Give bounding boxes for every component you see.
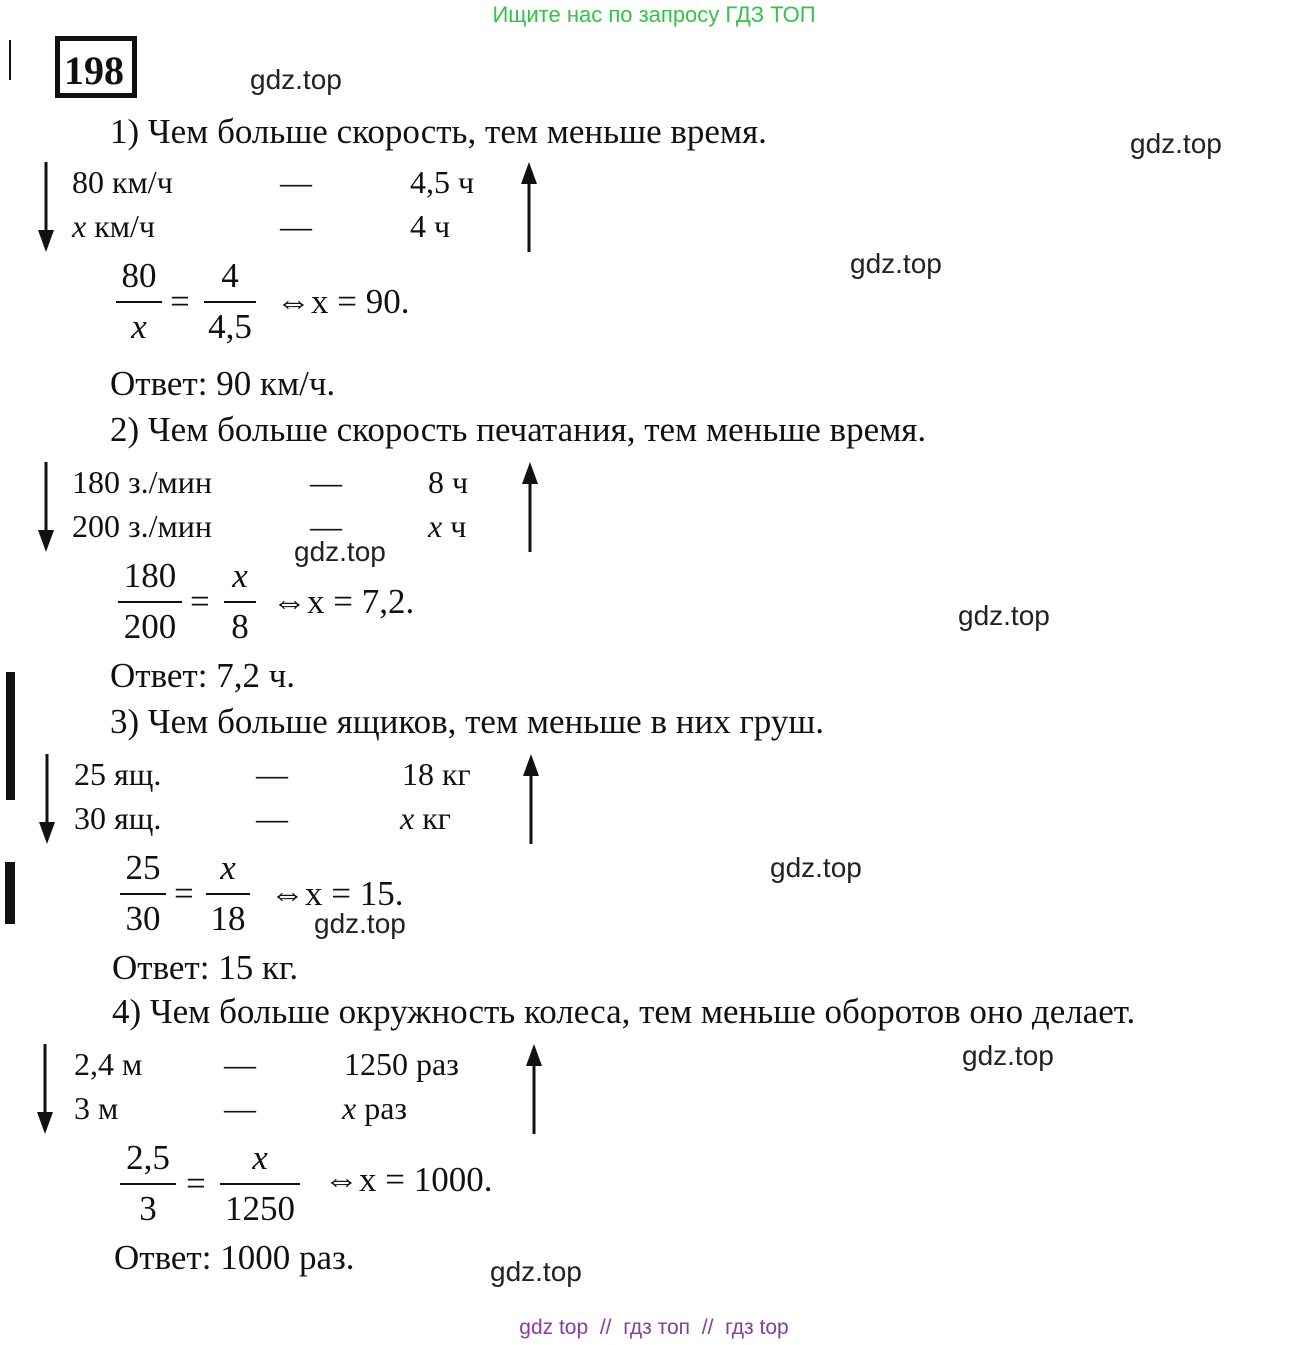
- part1-row2-right: 4 ч: [410, 208, 451, 244]
- part3-row2-dash: —: [256, 800, 288, 836]
- part4-result: ⇔x = 1000.: [324, 1160, 493, 1199]
- part4-fraction-right: [220, 1140, 300, 1226]
- part1-heading: 1) Чем больше скорость, тем меньше время.: [110, 112, 767, 151]
- fraction-numerator: 4: [221, 256, 239, 295]
- watermark: gdz.top: [850, 248, 942, 279]
- watermark: gdz.top: [958, 600, 1050, 631]
- problem-number-badge: [55, 36, 137, 98]
- part2-heading: 2) Чем больше скорость печатания, тем меньше время.: [110, 410, 927, 449]
- watermark: gdz.top: [962, 1040, 1054, 1071]
- part2-row2-right: x ч: [428, 508, 467, 544]
- part4-row1-left: 2,4 м: [74, 1046, 143, 1082]
- up-arrow-icon: [520, 460, 540, 554]
- part2-fraction-right: [224, 558, 256, 644]
- part2-row1-dash: —: [310, 464, 342, 500]
- fraction-denominator: 30: [125, 899, 161, 938]
- part3-heading: 3) Чем больше ящиков, тем меньше в них груш.: [110, 702, 825, 741]
- footer-separator: //: [701, 1316, 714, 1339]
- margin-mark: [9, 40, 11, 80]
- part2-row1-right: 8 ч: [428, 464, 469, 500]
- part4-fraction-left: [120, 1140, 176, 1226]
- part3-row1-left: 25 ящ.: [74, 756, 162, 792]
- up-arrow-icon: [521, 752, 541, 846]
- part1-row1-left: 80 км/ч: [72, 164, 173, 200]
- equals-sign: =: [186, 1164, 206, 1203]
- part2-answer: Ответ: 7,2 ч.: [110, 656, 296, 695]
- part3-result: ⇔x = 15.: [270, 874, 404, 913]
- part1-row1-right: 4,5 ч: [410, 164, 475, 200]
- fraction-numerator: x: [232, 556, 248, 595]
- fraction-denominator: 200: [123, 607, 177, 646]
- watermark: gdz.top: [1130, 128, 1222, 159]
- fraction-numerator: 2,5: [126, 1138, 170, 1177]
- down-arrow-icon: [36, 160, 56, 254]
- footer-link[interactable]: гдз top: [725, 1316, 789, 1339]
- fraction-numerator: 80: [121, 256, 157, 295]
- part3-row1-dash: —: [256, 756, 288, 792]
- fraction-denominator: 8: [231, 607, 249, 646]
- part3-row2-left: 30 ящ.: [74, 800, 162, 836]
- part4-heading: 4) Чем больше окружность колеса, тем меньше оборотов оно делает.: [112, 992, 1136, 1031]
- part1-fraction-left: [116, 258, 162, 344]
- part2-fraction-left: [118, 558, 182, 644]
- fraction-numerator: 180: [123, 556, 177, 595]
- part4-row2-dash: —: [224, 1090, 256, 1126]
- part1-result: ⇔x = 90.: [276, 282, 410, 321]
- fraction-numerator: 25: [125, 848, 161, 887]
- up-arrow-icon: [524, 1042, 544, 1136]
- part3-row2-right: x кг: [400, 800, 451, 836]
- part4-answer: Ответ: 1000 раз.: [114, 1238, 355, 1277]
- watermark: gdz.top: [490, 1256, 582, 1287]
- down-arrow-icon: [35, 1042, 55, 1136]
- part1-row2-left: x км/ч: [72, 208, 155, 244]
- part2-result: ⇔x = 7,2.: [272, 582, 415, 621]
- part3-fraction-right: [206, 850, 250, 936]
- part4-row1-dash: —: [224, 1046, 256, 1082]
- equals-sign: =: [190, 582, 210, 621]
- part2-row2-dash: —: [310, 508, 342, 544]
- part3-answer: Ответ: 15 кг.: [112, 948, 299, 987]
- fraction-numerator: x: [252, 1138, 268, 1177]
- watermark: gdz.top: [314, 908, 406, 939]
- part3-fraction-left: [120, 850, 166, 936]
- fraction-denominator: x: [131, 307, 147, 346]
- watermark: gdz.top: [770, 852, 862, 883]
- footer-links: [0, 1316, 1308, 1340]
- part1-answer: Ответ: 90 км/ч.: [110, 364, 336, 403]
- part4-row1-right: 1250 раз: [344, 1046, 459, 1082]
- footer-link[interactable]: гдз топ: [623, 1316, 691, 1339]
- down-arrow-icon: [37, 752, 57, 846]
- fraction-denominator: 18: [210, 899, 246, 938]
- part1-row1-dash: —: [280, 164, 312, 200]
- watermark: gdz.top: [294, 536, 386, 567]
- margin-mark: [6, 672, 15, 800]
- part3-row1-right: 18 кг: [402, 756, 471, 792]
- fraction-denominator: 4,5: [208, 307, 252, 346]
- equals-sign: =: [170, 282, 190, 321]
- part1-fraction-right: [204, 258, 256, 344]
- problem-number: 198: [64, 48, 124, 93]
- down-arrow-icon: [36, 460, 56, 554]
- part2-row1-left: 180 з./мин: [72, 464, 213, 500]
- footer-separator: //: [599, 1316, 612, 1339]
- fraction-denominator: 3: [139, 1189, 157, 1228]
- footer-link[interactable]: gdz top: [519, 1316, 589, 1339]
- fraction-numerator: x: [220, 848, 236, 887]
- part1-row2-dash: —: [280, 208, 312, 244]
- top-banner[interactable]: Ищите нас по запросу ГДЗ ТОП: [492, 2, 816, 27]
- equals-sign: =: [174, 874, 194, 913]
- margin-mark: [5, 862, 15, 924]
- fraction-denominator: 1250: [225, 1189, 295, 1228]
- part4-row2-left: 3 м: [74, 1090, 119, 1126]
- watermark: gdz.top: [250, 64, 342, 95]
- part2-row2-left: 200 з./мин: [72, 508, 213, 544]
- part4-row2-right: x раз: [342, 1090, 408, 1126]
- up-arrow-icon: [519, 160, 539, 254]
